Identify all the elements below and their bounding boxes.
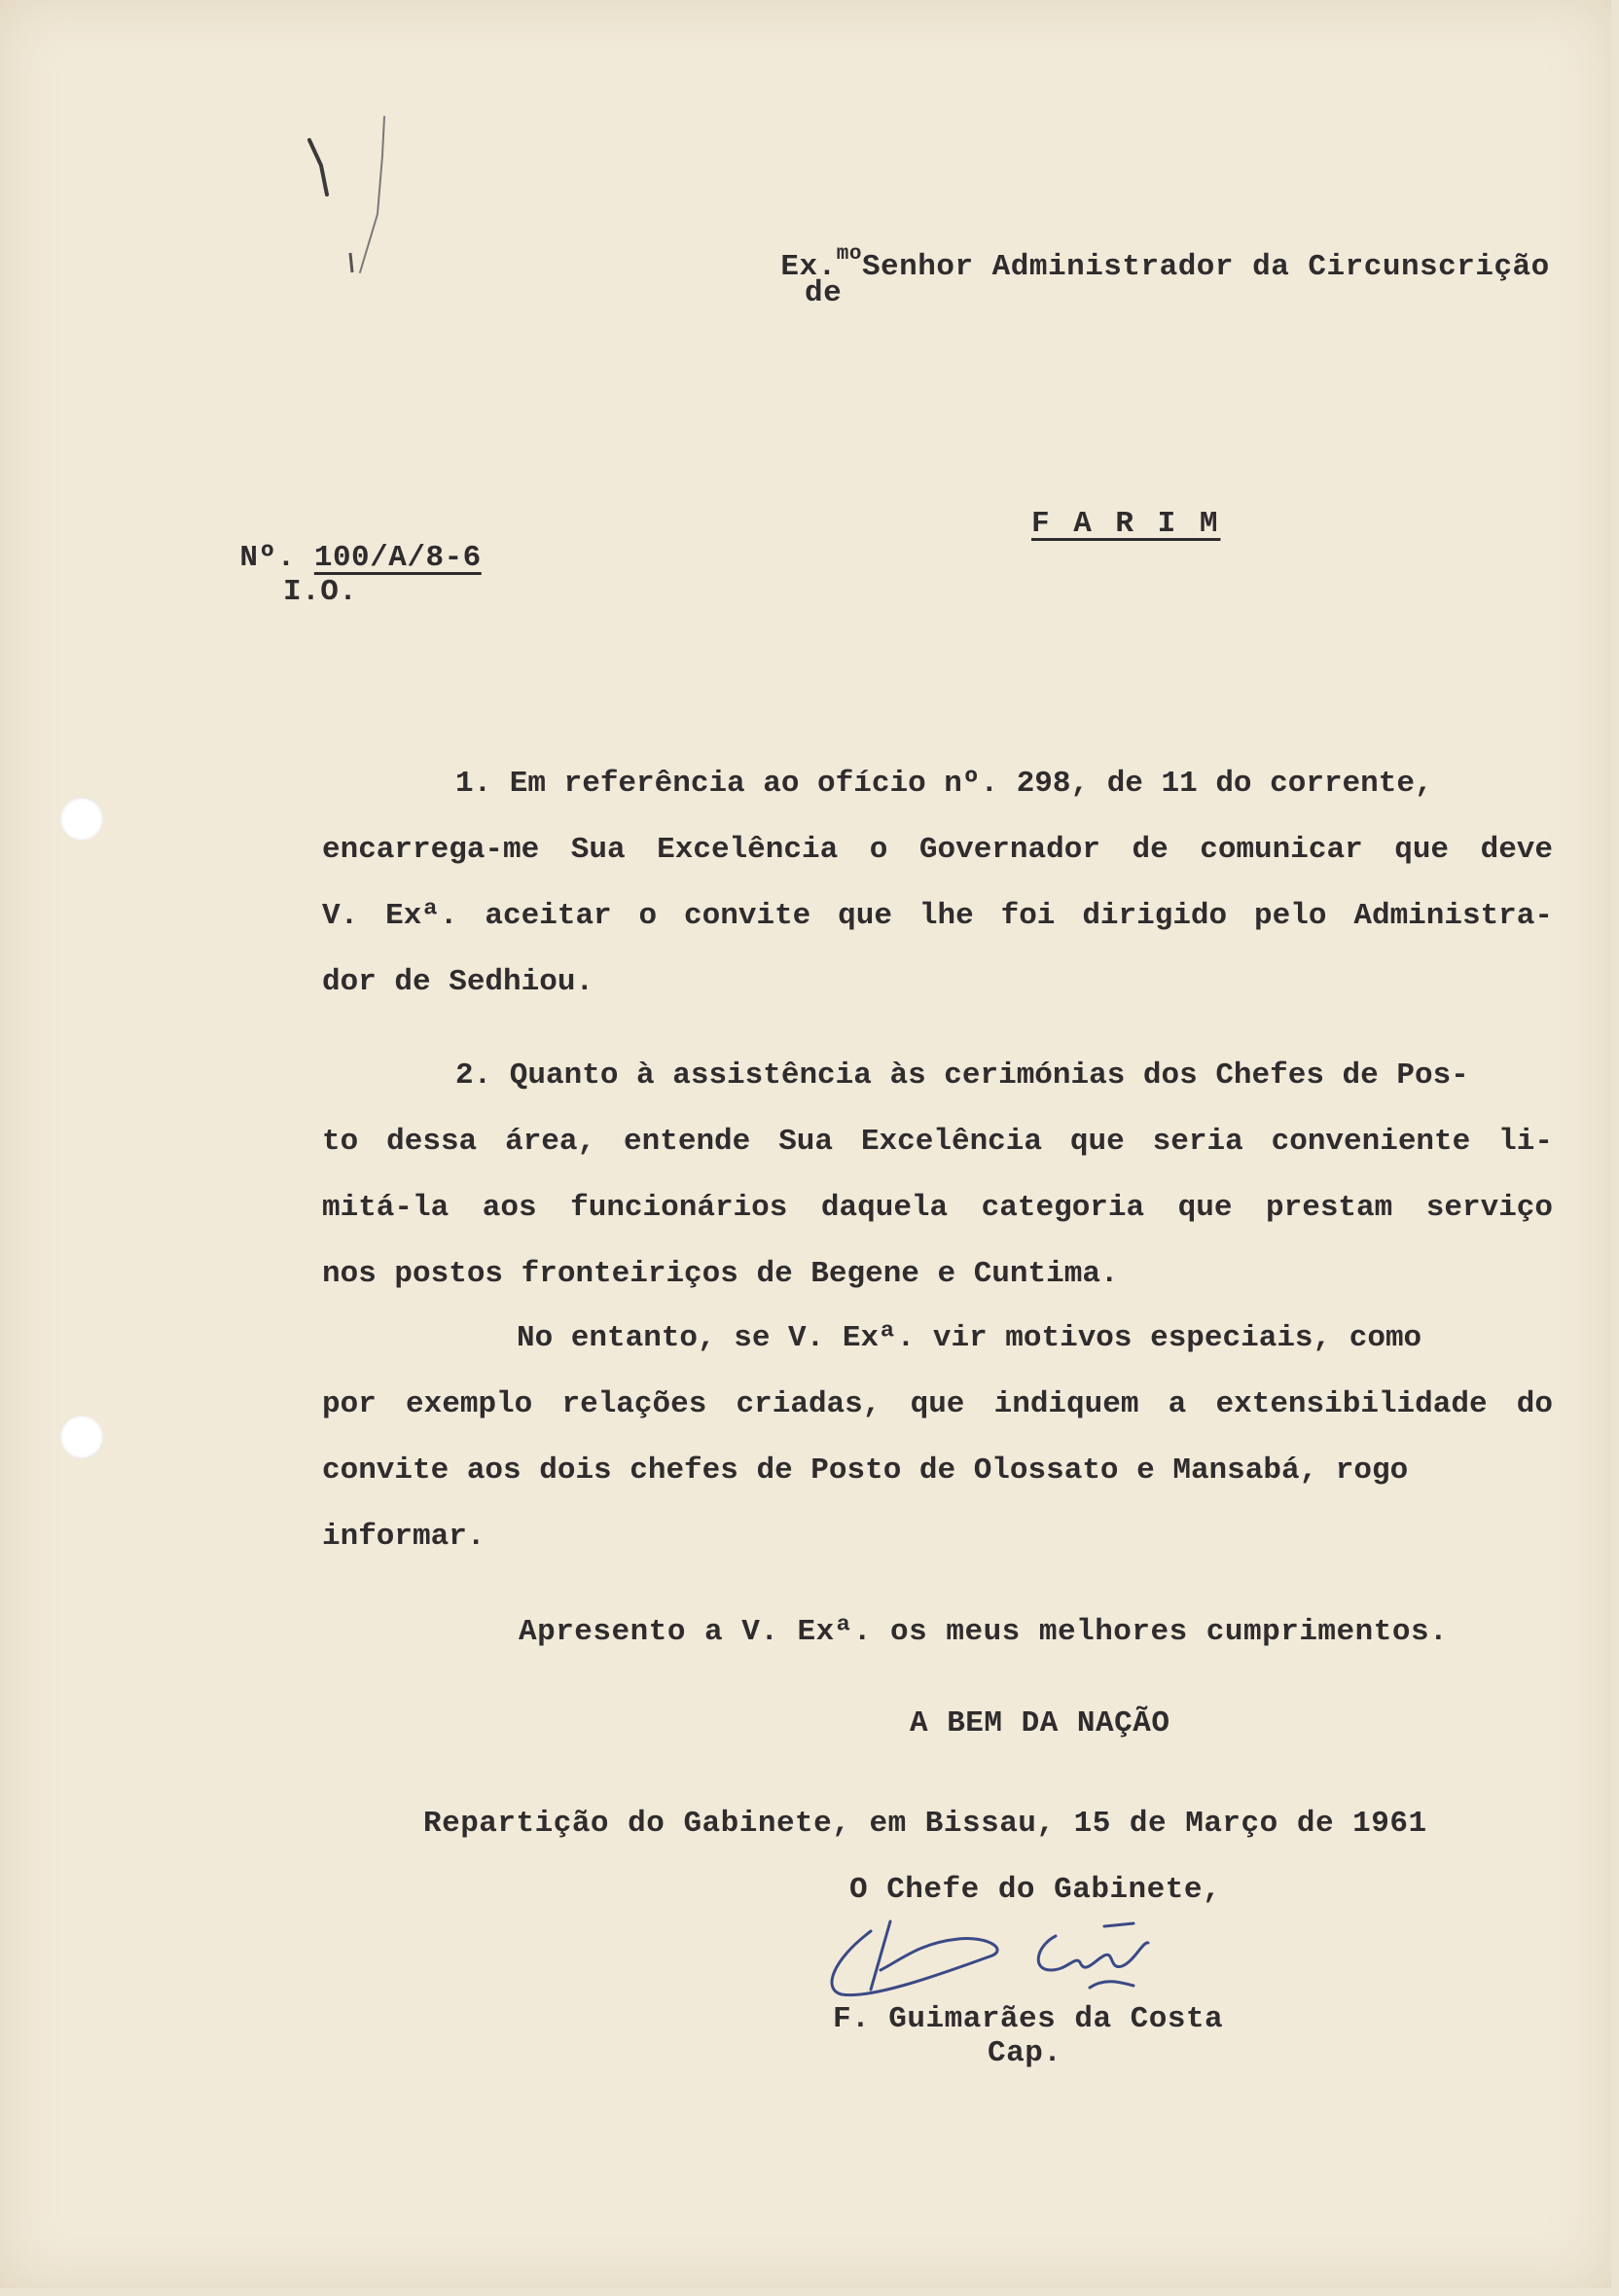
signer-name: F. Guimarães da Costa	[833, 2002, 1224, 2036]
pencil-check-mark	[292, 107, 399, 302]
addressee-prefix: Ex.	[780, 250, 837, 284]
motto: A BEM DA NAÇÃO	[910, 1706, 1170, 1740]
p3-line-1: No entanto, se V. Exª. vir motivos especiais, como	[517, 1321, 1422, 1355]
p1-line-2: encarrega-me Sua Excelência o Governador de comunicar que deve	[322, 833, 1553, 867]
destination-farim: F A R I M	[1031, 507, 1221, 541]
addressee-de: de	[805, 276, 843, 310]
p2-line-2: to dessa área, entende Sua Excelência que seria conveniente li-	[322, 1125, 1553, 1159]
punch-hole-bottom	[60, 1416, 103, 1458]
paragraph-3	[322, 1306, 1553, 1570]
p1-line-4: dor de Sedhiou.	[322, 965, 594, 999]
reference-number: 100/A/8-6	[313, 541, 482, 575]
addressee-title: Senhor Administrador da Circunscrição	[861, 250, 1550, 284]
p3-line-3: convite aos dois chefes de Posto de Olossato e Mansabá, rogo	[322, 1453, 1409, 1488]
paragraph-2	[322, 1043, 1553, 1308]
p2-line-3: mitá-la aos funcionários daquela categoria que prestam serviço	[322, 1191, 1553, 1225]
p2-line-1: 2. Quanto à assistência às cerimónias dos Chefes de Pos-	[455, 1058, 1469, 1093]
place-date: Repartição do Gabinete, em Bissau, 15 de Março de 1961	[423, 1807, 1427, 1841]
addressee-superscript: mo	[836, 243, 862, 266]
reference-label: Nº.	[239, 541, 296, 575]
signer-role: O Chefe do Gabinete,	[849, 1873, 1222, 1907]
punch-hole-top	[60, 798, 103, 841]
reference-sub: I.O.	[283, 575, 358, 609]
p3-line-4: informar.	[322, 1520, 486, 1554]
p2-line-4: nos postos fronteiriços de Begene e Cuntima.	[322, 1257, 1119, 1291]
p1-line-3: V. Exª. aceitar o convite que lhe foi dirigido pelo Administra-	[322, 899, 1553, 933]
p3-line-2: por exemplo relações criadas, que indiquem a extensibilidade do	[322, 1387, 1553, 1421]
closing-line: Apresento a V. Exª. os meus melhores cumprimentos.	[519, 1615, 1449, 1649]
signer-rank: Cap.	[988, 2036, 1062, 2070]
paragraph-1	[322, 751, 1553, 1016]
handwritten-signature	[812, 1902, 1221, 2019]
p1-line-1: 1. Em referência ao ofício nº. 298, de 11 do corrente,	[455, 767, 1433, 801]
